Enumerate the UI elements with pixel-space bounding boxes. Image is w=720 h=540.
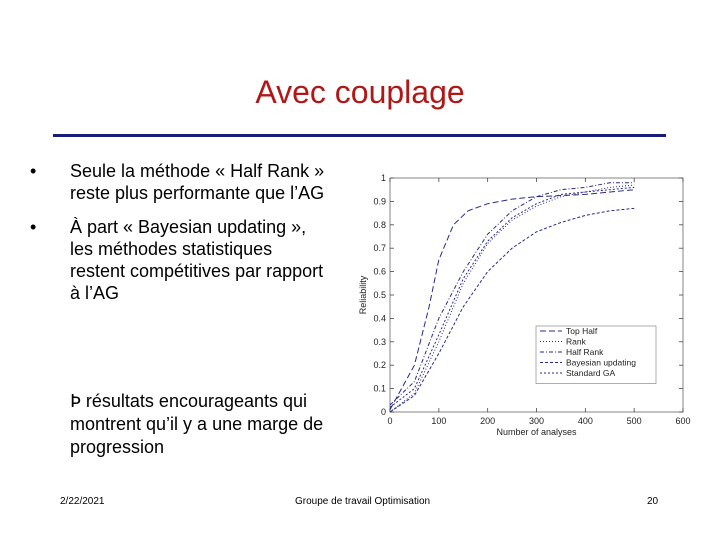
reliability-chart	[350, 158, 700, 448]
legend-label: Half Rank	[566, 347, 604, 357]
conclusion-text: résultats encourageants qui montrent qu’il y a une marge de progression	[70, 391, 324, 457]
y-tick-label: 0.4	[373, 313, 386, 324]
title-underline	[53, 134, 666, 137]
x-tick-label: 600	[675, 416, 691, 426]
x-tick-label: 300	[528, 416, 545, 426]
bullet-text: À part « Bayesian updating », les méthodes statistiques restent compétitives par rapport à l’AG	[70, 217, 324, 303]
y-tick-label: 0.9	[373, 196, 386, 207]
implies-icon: Þ	[70, 391, 81, 412]
y-tick-label: 0.8	[373, 219, 386, 230]
x-axis-label: Number of analyses	[496, 427, 577, 437]
bullet-item	[28, 160, 328, 204]
bullet-item	[28, 216, 328, 304]
y-tick-label: 0.6	[373, 266, 386, 277]
y-tick-label: 0.7	[373, 243, 386, 254]
slide-title: Avec couplage	[255, 74, 465, 110]
y-axis-label: Reliability	[358, 275, 368, 315]
y-tick-label: 1	[380, 173, 386, 183]
page-number: 20	[647, 496, 659, 507]
y-tick-label: 0.1	[373, 383, 386, 394]
y-tick-label: 0	[380, 407, 386, 417]
footer-center: Groupe de travail Optimisation	[295, 496, 431, 507]
x-tick-label: 200	[480, 416, 496, 426]
x-tick-label: 400	[577, 416, 593, 426]
legend-label: Standard GA	[566, 368, 616, 378]
bullet-list	[28, 160, 328, 316]
y-tick-label: 0.5	[373, 290, 386, 300]
bullet-marker: •	[30, 217, 37, 237]
footer-date: 2/22/2021	[60, 496, 105, 507]
conclusion-note	[70, 390, 330, 459]
legend-label: Rank	[566, 336, 586, 347]
legend-label: Bayesian updating	[566, 357, 636, 368]
bullet-marker: •	[30, 161, 37, 181]
x-tick-label: 500	[626, 416, 642, 426]
x-tick-label: 100	[431, 416, 447, 426]
legend-label: Top Half	[566, 326, 598, 336]
y-tick-label: 0.2	[373, 360, 386, 371]
y-tick-label: 0.3	[373, 336, 386, 347]
bullet-text: Seule la méthode « Half Rank » reste plus performante que l’AG	[70, 161, 325, 203]
x-tick-label: 0	[387, 416, 393, 426]
